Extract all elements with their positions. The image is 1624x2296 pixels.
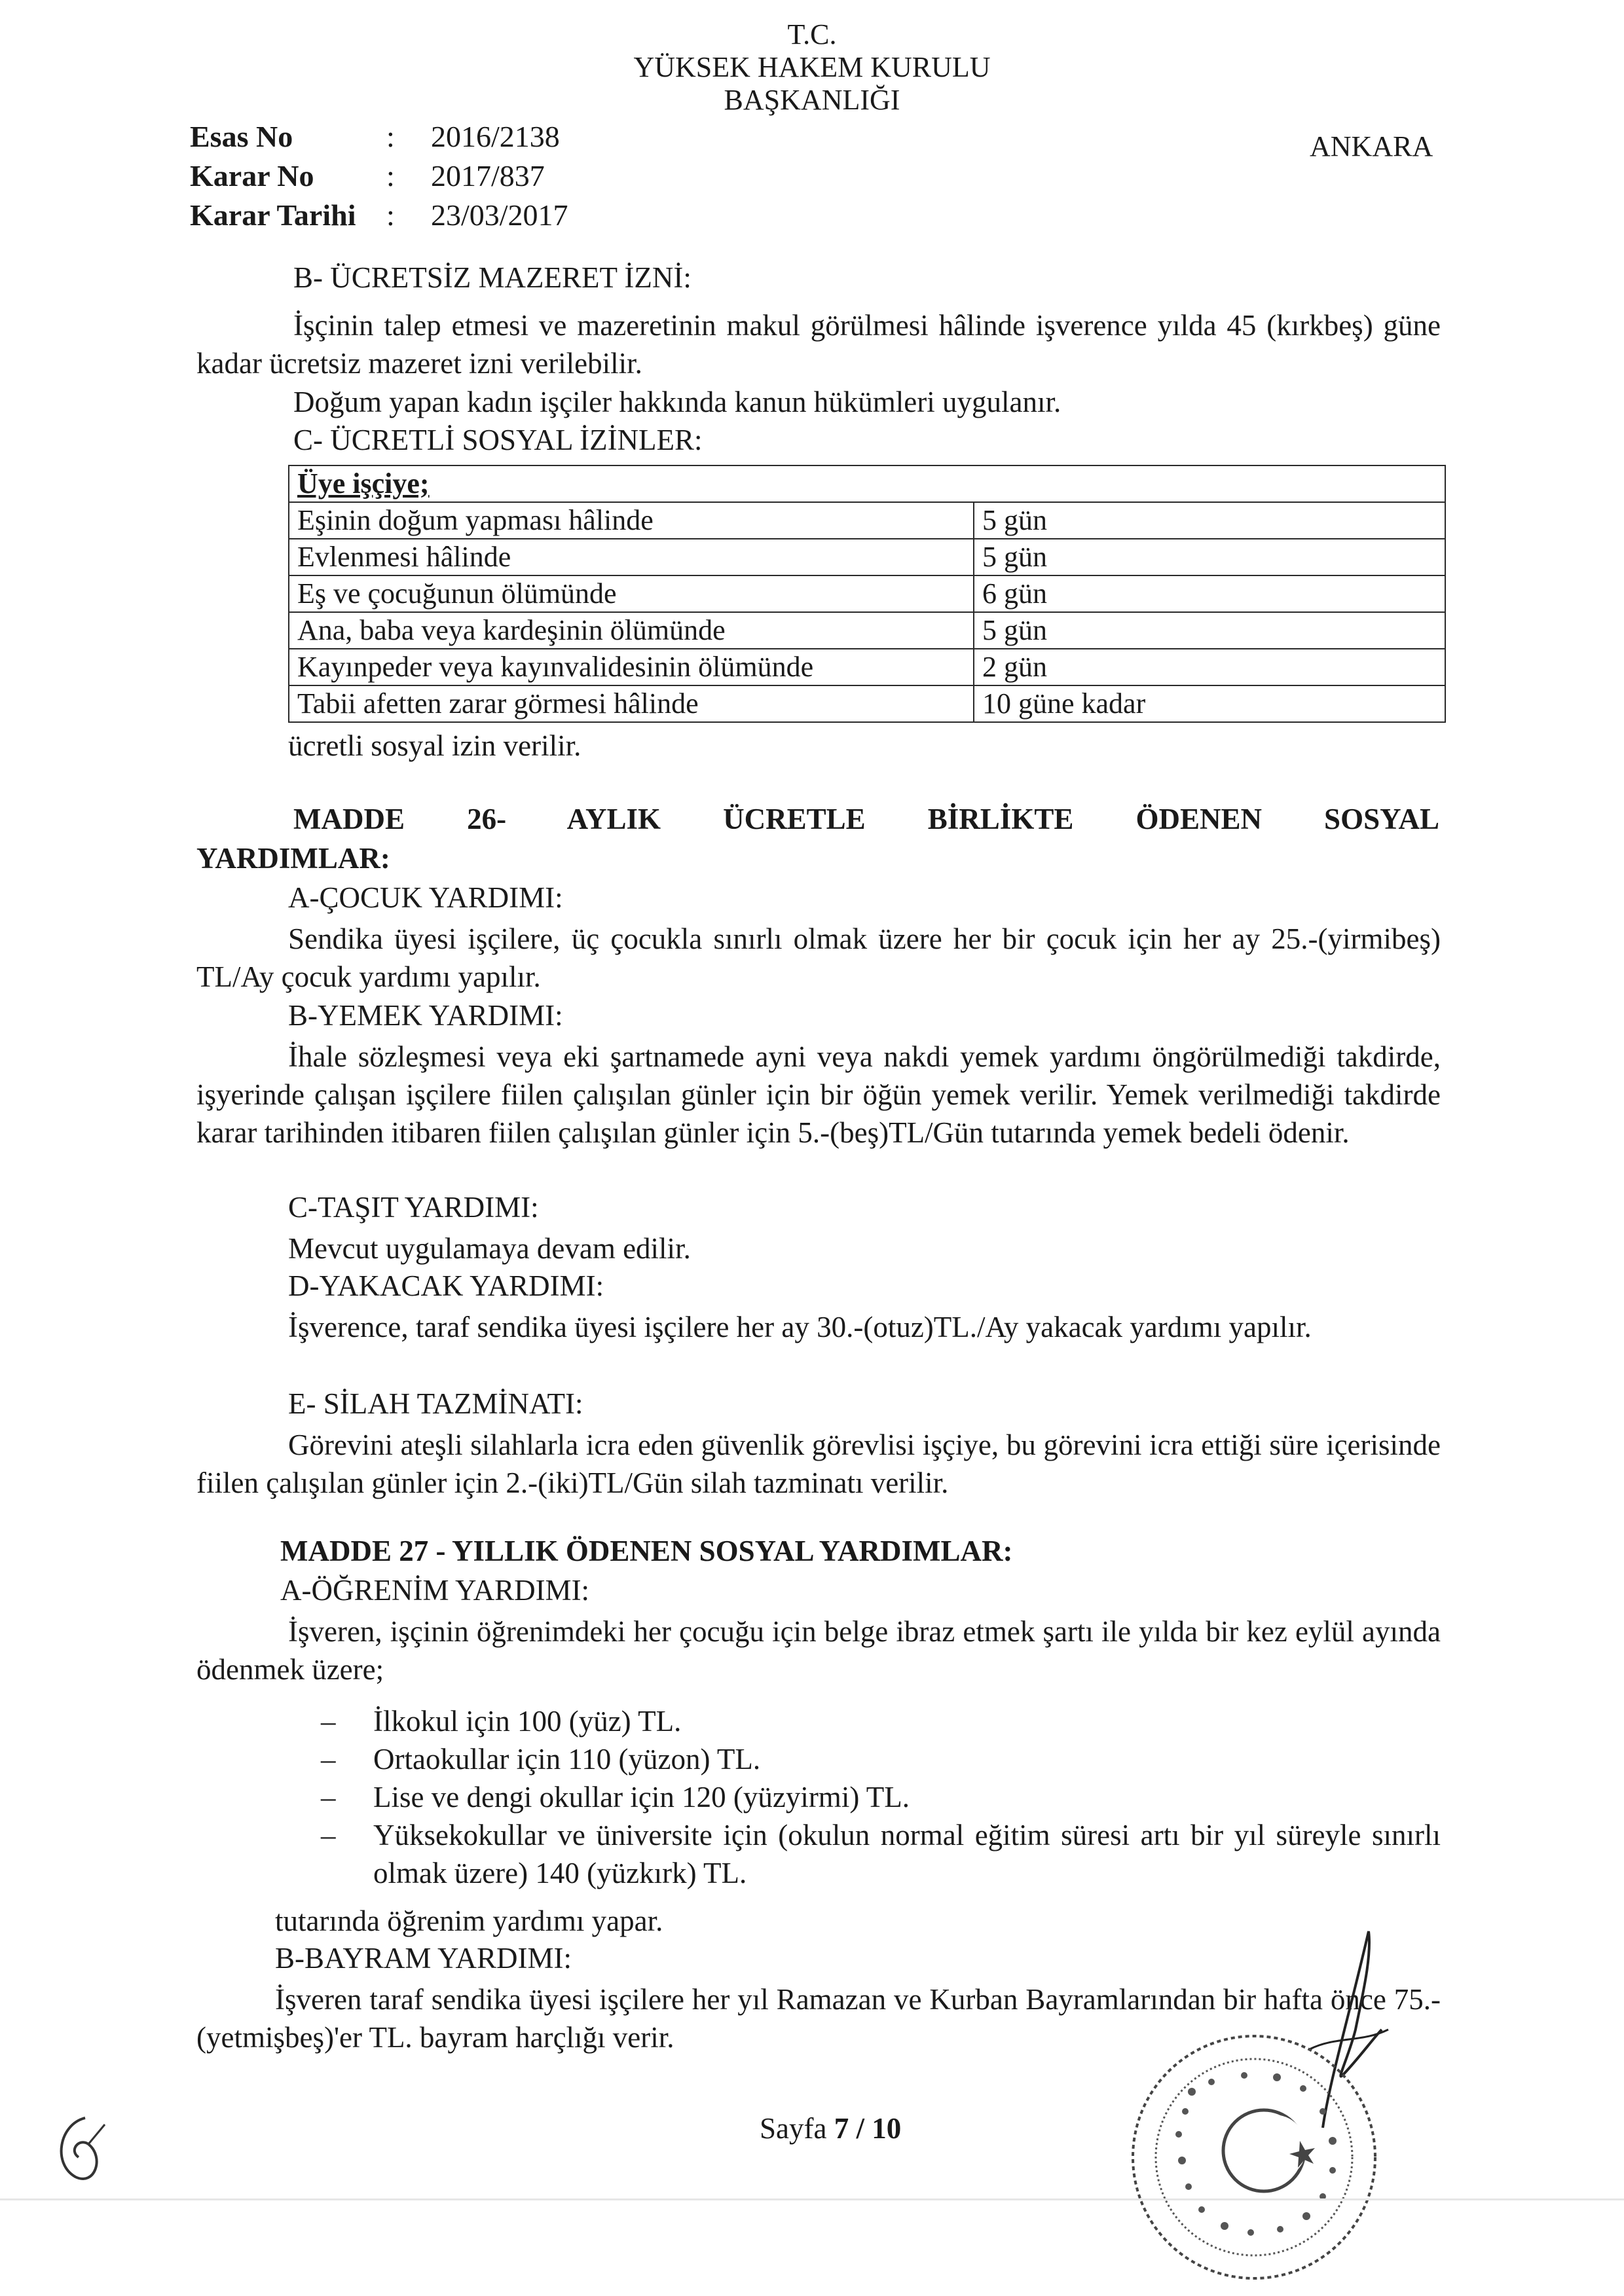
table-cell-case: Eş ve çocuğunun ölümünde xyxy=(289,575,974,612)
fuel-aid-text: İşverence, taraf sendika üyesi işçilere her ay 30.-(otuz)TL./Ay yakacak yardımı yapılır. xyxy=(288,1311,1312,1343)
table-header: Üye işçiye; xyxy=(289,465,1445,502)
table-header-row xyxy=(289,465,1445,502)
section-b-paragraph: İşçinin talep etmesi ve mazeretinin makul görülmesi hâlinde işverence yılda 45 (kırkbeş) güne kadar ücretsiz mazeret izni verilebilir. xyxy=(196,309,1441,380)
page-prefix: Sayfa xyxy=(760,2112,834,2145)
weapon-comp-title: E- SİLAH TAZMİNATI: xyxy=(288,1387,583,1420)
header-institution: YÜKSEK HAKEM KURULU xyxy=(633,51,991,83)
leave-table xyxy=(288,465,1446,723)
section-c-title: C- ÜCRETLİ SOSYAL İZİNLER: xyxy=(293,424,703,456)
list-item-text: Yüksekokullar ve üniversite için (okulun normal eğitim süresi artı bir yıl süreyle sınırlı olmak üzere) 140 (yüzkırk) TL. xyxy=(373,1819,1441,1889)
madde-26-title: MADDE 26- AYLIK ÜCRETLE BİRLİKTE ÖDENEN SOSYAL xyxy=(293,803,1439,835)
fuel-aid-title: D-YAKACAK YARDIMI: xyxy=(288,1269,604,1302)
list-dash: – xyxy=(321,1743,336,1776)
meal-aid-text: İhale sözleşmesi veya eki şartnamede ayni veya nakdi yemek yardımı öngörülmediği takdirde, işyerinde çalışan işçilere fiilen çalışılan günler için bir öğün yemek verilir. Yemek verilmediği takdirde karar tarihinden itibaren fiilen çalışılan günler için 5.-(beş)TL/Gün tutarında yemek bedeli ödenir. xyxy=(196,1040,1441,1149)
transport-aid-title: C-TAŞIT YARDIMI: xyxy=(288,1191,539,1224)
transport-aid-text: Mevcut uygulamaya devam edilir. xyxy=(288,1232,691,1265)
table-cell-days: 2 gün xyxy=(974,649,1445,685)
table-cell-days: 5 gün xyxy=(974,539,1445,575)
holiday-aid-text: İşveren taraf sendika üyesi işçilere her yıl Ramazan ve Kurban Bayramlarından bir hafta önce 75.-(yetmişbeş)'er TL. bayram harçlığı verir. xyxy=(196,1983,1441,2054)
table-cell-case: Evlenmesi hâlinde xyxy=(289,539,974,575)
table-cell-days: 5 gün xyxy=(974,502,1445,539)
holiday-aid-title: B-BAYRAM YARDIMI: xyxy=(275,1942,572,1975)
table-cell-days: 10 güne kadar xyxy=(974,685,1445,722)
meta-label: Karar No xyxy=(190,158,314,192)
meta-colon: : xyxy=(386,158,395,192)
list-dash: – xyxy=(321,1781,336,1813)
list-item xyxy=(321,1740,1441,1778)
header-city: ANKARA xyxy=(1310,130,1433,162)
list-dash: – xyxy=(321,1819,336,1851)
meta-value: 2017/837 xyxy=(431,158,545,192)
list-item xyxy=(321,1778,1441,1816)
list-item-text: Ortaokullar için 110 (yüzon) TL. xyxy=(373,1743,761,1776)
header-presidency: BAŞKANLIĞI xyxy=(724,84,900,116)
section-c-footer: ücretli sosyal izin verilir. xyxy=(288,729,581,762)
weapon-comp-text: Görevini ateşli silahlarla icra eden güvenlik görevlisi işçiye, bu görevini icra ettiği süre içerisinde fiilen çalışılan günler için 2.-(iki)TL/Gün silah tazminatı verilir. xyxy=(196,1429,1441,1499)
table-cell-days: 6 gün xyxy=(974,575,1445,612)
table-cell-case: Ana, baba veya kardeşinin ölümünde xyxy=(289,612,974,649)
list-dash: – xyxy=(321,1705,336,1738)
education-aid-list xyxy=(321,1702,1441,1892)
section-b-note: Doğum yapan kadın işçiler hakkında kanun hükümleri uygulanır. xyxy=(293,386,1061,418)
initial-mark xyxy=(39,2105,131,2196)
meal-aid-title: B-YEMEK YARDIMI: xyxy=(288,999,563,1032)
table-row xyxy=(289,612,1445,649)
table-cell-case: Kayınpeder veya kayınvalidesinin ölümünde xyxy=(289,649,974,685)
case-meta xyxy=(190,117,648,234)
education-aid-footer: tutarında öğrenim yardımı yapar. xyxy=(275,1904,663,1937)
meta-row-tarih xyxy=(190,195,648,234)
scan-line xyxy=(0,2198,1624,2200)
meta-value: 2016/2138 xyxy=(431,119,560,153)
page-count: 7 / 10 xyxy=(834,2112,902,2145)
education-aid-title: A-ÖĞRENİM YARDIMI: xyxy=(280,1574,590,1607)
meta-row-esas xyxy=(190,117,648,156)
table-row xyxy=(289,685,1445,722)
table-cell-case: Tabii afetten zarar görmesi hâlinde xyxy=(289,685,974,722)
meta-label: Karar Tarihi xyxy=(190,198,356,232)
madde-27-title: MADDE 27 - YILLIK ÖDENEN SOSYAL YARDIMLAR: xyxy=(280,1535,1013,1567)
table-row xyxy=(289,575,1445,612)
meta-colon: : xyxy=(386,119,395,153)
meta-label: Esas No xyxy=(190,119,293,153)
list-item-text: İlkokul için 100 (yüz) TL. xyxy=(373,1705,682,1738)
list-item xyxy=(321,1702,1441,1740)
child-aid-title: A-ÇOCUK YARDIMI: xyxy=(288,881,563,914)
education-aid-text: İşveren, işçinin öğrenimdeki her çocuğu için belge ibraz etmek şartı ile yılda bir kez eylül ayında ödenmek üzere; xyxy=(196,1615,1441,1686)
table-row xyxy=(289,539,1445,575)
header-tc: T.C. xyxy=(787,18,837,50)
page-number xyxy=(760,2111,901,2145)
meta-colon: : xyxy=(386,198,395,232)
table-row xyxy=(289,502,1445,539)
madde-26-title-cont: YARDIMLAR: xyxy=(196,842,390,875)
table-row xyxy=(289,649,1445,685)
list-item-text: Lise ve dengi okullar için 120 (yüzyirmi) TL. xyxy=(373,1781,910,1813)
official-seal xyxy=(1113,2020,1395,2295)
child-aid-text: Sendika üyesi işçilere, üç çocukla sınırlı olmak üzere her bir çocuk için her ay 25.-(yirmibeş) TL/Ay çocuk yardımı yapılır. xyxy=(196,922,1441,993)
section-b-title: B- ÜCRETSİZ MAZERET İZNİ: xyxy=(293,261,692,294)
table-cell-case: Eşinin doğum yapması hâlinde xyxy=(289,502,974,539)
meta-row-karar xyxy=(190,156,648,195)
meta-value: 23/03/2017 xyxy=(431,198,568,232)
table-cell-days: 5 gün xyxy=(974,612,1445,649)
list-item xyxy=(321,1816,1441,1892)
